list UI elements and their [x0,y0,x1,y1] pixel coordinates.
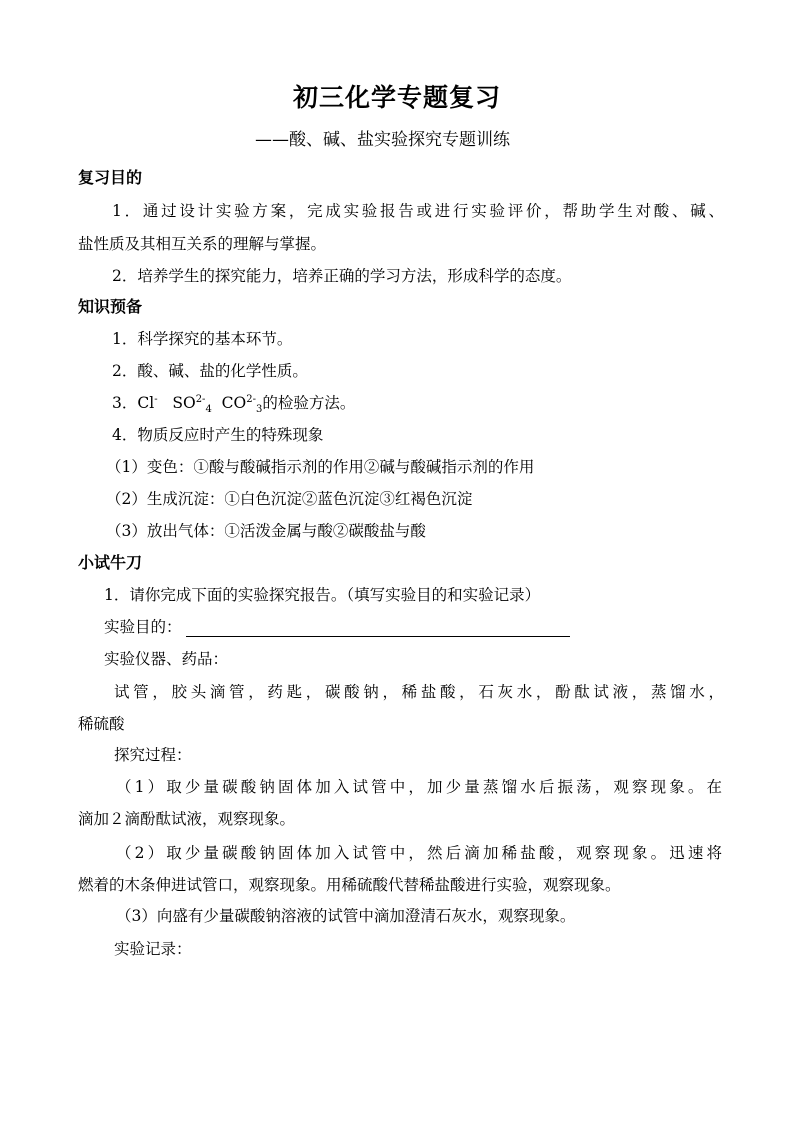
page-subtitle: ——酸、碱、盐实验探究专题训练 [255,130,510,150]
process-label: 探究过程： [114,746,192,764]
process-step-3: （3）向盛有少量碳酸钠溶液的试管中滴加澄清石灰水，观察现象。 [116,907,576,925]
phenomenon-gas-release: （3）放出气体：①活泼金属与酸②碳酸盐与酸 [106,522,426,540]
equipment-label: 实验仪器、药品： [104,650,229,668]
review-goal-1-line2: 盐性质及其相互关系的理解与掌握。 [78,235,327,253]
process-step-1-line1: （1）取少量碳酸钠固体加入试管中，加少量蒸馏水后振荡，观察现象。在 [116,778,722,796]
section-heading-knowledge-prep: 知识预备 [78,297,143,316]
page-title: 初三化学专题复习 [292,83,501,112]
practice-task-1: 1．请你完成下面的实验探究报告。（填写实验目的和实验记录） [104,586,541,604]
sulfate-formula: SO [172,394,196,412]
process-step-2-line1: （2）取少量碳酸钠固体加入试管中，然后滴加稀盐酸，观察现象。迅速将 [116,844,722,862]
experiment-purpose-label: 实验目的： [104,618,182,636]
experiment-purpose-blank[interactable] [186,620,570,637]
chloride-charge: - [154,393,158,405]
phenomenon-color-change: （1）变色：①酸与酸碱指示剂的作用②碱与酸碱指示剂的作用 [106,458,535,476]
knowledge-item-2: 2．酸、碱、盐的化学性质。 [112,362,308,380]
process-step-1-line2: 滴加２滴酚酞试液，观察现象。 [78,810,296,828]
section-heading-review-goals: 复习目的 [78,168,143,187]
sulfate-charge: 2- [195,393,206,405]
equipment-list-line2: 稀硫酸 [78,715,125,733]
carbonate-subscript: 3 [256,404,263,416]
process-step-2-line2: 燃着的木条伸进试管口，观察现象。用稀硫酸代替稀盐酸进行实验，观察现象。 [78,876,621,894]
carbonate-formula: CO [221,394,247,412]
review-goal-1-line1: 1．通过设计实验方案，完成实验报告或进行实验评价，帮助学生对酸、碱、 [112,202,724,220]
knowledge-item-1: 1．科学探究的基本环节。 [112,330,293,348]
equipment-list-line1: 试管，胶头滴管，药匙，碳酸钠，稀盐酸，石灰水，酚酞试液，蒸馏水， [114,683,724,701]
ion-detection-suffix: 的检验方法。 [262,394,356,412]
carbonate-charge: 2- [246,393,256,405]
experiment-record-label: 实验记录： [114,940,192,958]
section-heading-practice: 小试牛刀 [78,553,143,572]
knowledge-item-4: 4．物质反应时产生的特殊现象 [112,426,324,444]
review-goal-2: 2．培养学生的探究能力，培养正确的学习方法，形成科学的态度。 [112,267,572,285]
sulfate-subscript: 4 [205,404,212,416]
phenomenon-precipitate: （2）生成沉淀：①白色沉淀②蓝色沉淀③红褐色沉淀 [106,490,473,508]
knowledge-item-3 [112,393,356,416]
ion-detection-prefix: 3．Cl [112,394,155,412]
experiment-purpose-row [104,617,570,637]
